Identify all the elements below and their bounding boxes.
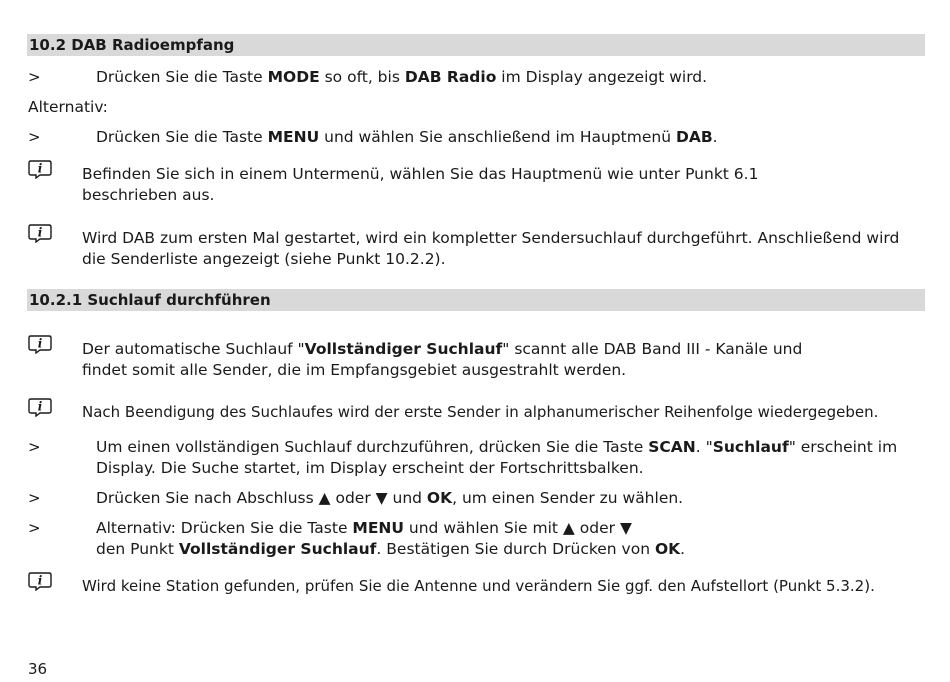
step-scan: Um einen vollständigen Suchlauf durchzuführen, drücken Sie die Taste SCAN. "Suchlauf" erscheint im Display. Die Suche startet, im Display erscheint der Fortschrittsbalken. bbox=[96, 438, 898, 477]
step-menu-scan: Alternativ: Drücken Sie die Taste MENU und wählen Sie mit ▲ oder ▼ den Punkt Vollständiger Suchlauf. Bestätigen Sie durch Drücken von OK. bbox=[96, 519, 686, 558]
step-marker: > bbox=[28, 68, 41, 86]
info-icon bbox=[28, 571, 52, 591]
step-menu: Drücken Sie die Taste MENU und wählen Sie anschließend im Hauptmenü DAB. bbox=[96, 128, 718, 146]
step-marker: > bbox=[28, 128, 41, 146]
note-after-scan: Nach Beendigung des Suchlaufes wird der erste Sender in alphanumerischer Reihenfolge wiedergegeben. bbox=[82, 403, 879, 421]
info-icon bbox=[28, 334, 52, 354]
note-no-station: Wird keine Station gefunden, prüfen Sie die Antenne und verändern Sie ggf. den Aufstellort (Punkt 5.3.2). bbox=[82, 577, 875, 595]
alternativ-label: Alternativ: bbox=[28, 98, 108, 116]
note-submenu: Befinden Sie sich in einem Untermenü, wählen Sie das Hauptmenü wie unter Punkt 6.1 beschrieben aus. bbox=[82, 165, 759, 204]
step-marker: > bbox=[28, 489, 41, 507]
step-select-station: Drücken Sie nach Abschluss ▲ oder ▼ und OK, um einen Sender zu wählen. bbox=[96, 489, 684, 507]
svg-text:i: i bbox=[37, 336, 43, 351]
note-first-start: Wird DAB zum ersten Mal gestartet, wird ein kompletter Sendersuchlauf durchgeführt. Anschließend wird die Senderliste angezeigt (siehe Punkt 10.2.2). bbox=[82, 229, 900, 268]
step-marker: > bbox=[28, 519, 41, 537]
section-heading-suchlauf: 10.2.1 Suchlauf durchführen bbox=[27, 289, 925, 311]
step-mode: Drücken Sie die Taste MODE so oft, bis DAB Radio im Display angezeigt wird. bbox=[96, 68, 708, 86]
page-number: 36 bbox=[28, 660, 48, 678]
info-icon bbox=[28, 397, 52, 417]
step-marker: > bbox=[28, 438, 41, 456]
note-auto-scan: Der automatische Suchlauf "Vollständiger Suchlauf" scannt alle DAB Band III - Kanäle und findet somit alle Sender, die im Empfangsgebiet ausgestrahlt werden. bbox=[82, 340, 803, 379]
section-heading-dab: 10.2 DAB Radioempfang bbox=[27, 34, 925, 56]
info-icon bbox=[28, 159, 52, 179]
svg-text:i: i bbox=[37, 161, 43, 176]
svg-text:i: i bbox=[37, 225, 43, 240]
svg-text:i: i bbox=[37, 573, 43, 588]
svg-text:i: i bbox=[37, 399, 43, 414]
info-icon bbox=[28, 223, 52, 243]
